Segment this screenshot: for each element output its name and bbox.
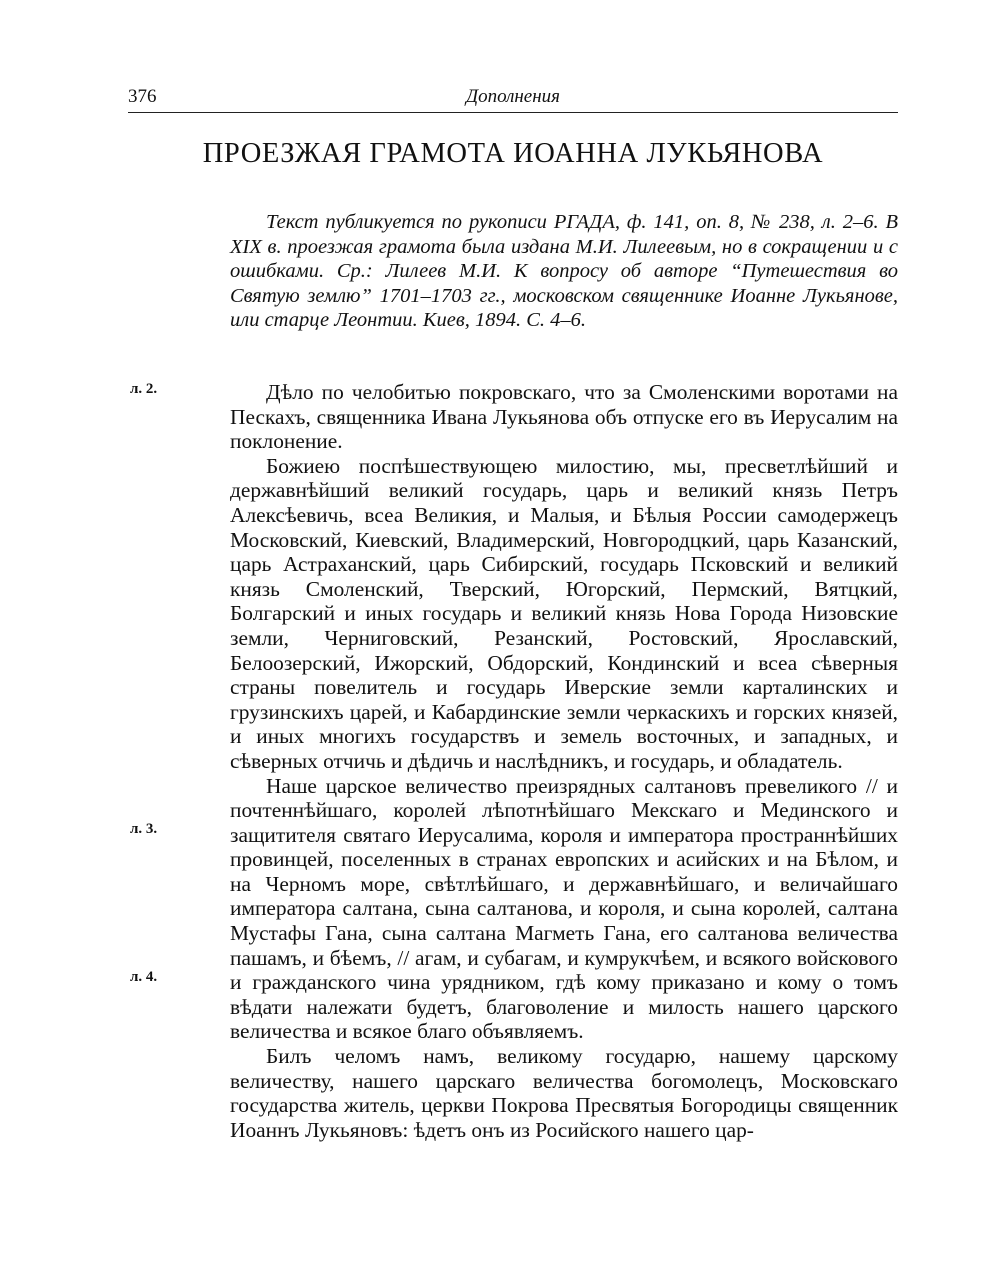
editorial-note: Текст публикуется по рукописи РГАДА, ф. 141, оп. 8, № 238, л. 2–6. В XIX в. проезжая грамота была издана М.И. Лилеевым, но в сокращении и с ошибками. Ср.: Лилеев М.И. К вопросу об авторе “Путешествия во Святую землю” 1701–1703 гг., московском священнике Иоанне Лукьянове, или старце Леонтии. Киев, 1894. С. 4–6.	[230, 211, 898, 331]
page-number: 376	[128, 86, 157, 107]
paragraph-case-title: Дѣло по челобитью покровскаго, что за Смоленскими воротами на Пескахъ, священника Ивана Лукьянова объ отпуске его въ Иерусалим на поклонение.	[230, 380, 898, 454]
document-body	[230, 380, 898, 1142]
paragraph-tsar-title: Божиею поспѣшествующею милостию, мы, пресветлѣйший и державнѣйший великий государь, царь и великий князь Петръ Алексѣевичь, всеа Великия, и Малыя, и Бѣлыя России самодержецъ Московский, Киевский, Владимерский, Новгородцкий, царь Казанский, царь Астраханский, царь Сибирский, государь Псковский и великий князь Смоленский, Тверский, Югорский, Пермский, Вятцкий, Болгарский и иных государь и великий князь Нова Города Низовские земли, Черниговский, Резанский, Ростовский, Ярославский, Белоозерский, Ижорский, Обдорский, Кондинский и всеа сѣверныя страны повелитель и государь Иверские земли карталинских и грузинскихъ царей, и Кабардинские земли черкаскихъ и горских князей, и иных многихъ государствъ и земель восточных, и западных, и сѣверных отчичь и дѣдичь и наслѣдникъ, и государь, и обладатель.	[230, 453, 898, 773]
document-title: ПРОЕЗЖАЯ ГРАМОТА ИОАННА ЛУКЬЯНОВА	[202, 138, 824, 169]
paragraph-petition: Билъ челомъ намъ, великому государю, нашему царскому величеству, нашего царскаго величества богомолецъ, Московскаго государства житель, церкви Покрова Пресвятыя Богородицы священник Иоаннъ Лукьяновъ: ѣдетъ онъ из Росийского нашего цар-	[230, 1044, 898, 1142]
margin-note-leaf-4: л. 4.	[130, 969, 158, 985]
margin-note-leaf-3: л. 3.	[130, 821, 158, 837]
running-header	[128, 86, 898, 113]
paragraph-address-sultan: Наше царское величество преизрядных салтановъ превеликого // и почтеннѣйшаго, королей лѣпотнѣйшаго Мекскаго и Мединского и защитителя святаго Иерусалима, короля и императора пространнѣйших провинцей, поселенных в странах европских и асийских и на Бѣлом, и на Черномъ море, свѣтлѣйшаго, и державнѣйшаго, и величайшаго императора салтана, сына салтанова, и короля, и сына королей, салтана Мустафы Гана, сына салтана Магметь Гана, его салтанова величества пашамъ, и бѣемъ, // агам, и субагам, и кумрукчѣем, и всякого войскового и гражданского чина урядником, гдѣ кому приказано и кому о томъ вѣдати належати будетъ, благоволение и милость нашего царского величества и всякое благо объявляемъ.	[230, 773, 898, 1044]
margin-note-leaf-2: л. 2.	[130, 381, 158, 397]
running-title: Дополнения	[465, 86, 561, 107]
